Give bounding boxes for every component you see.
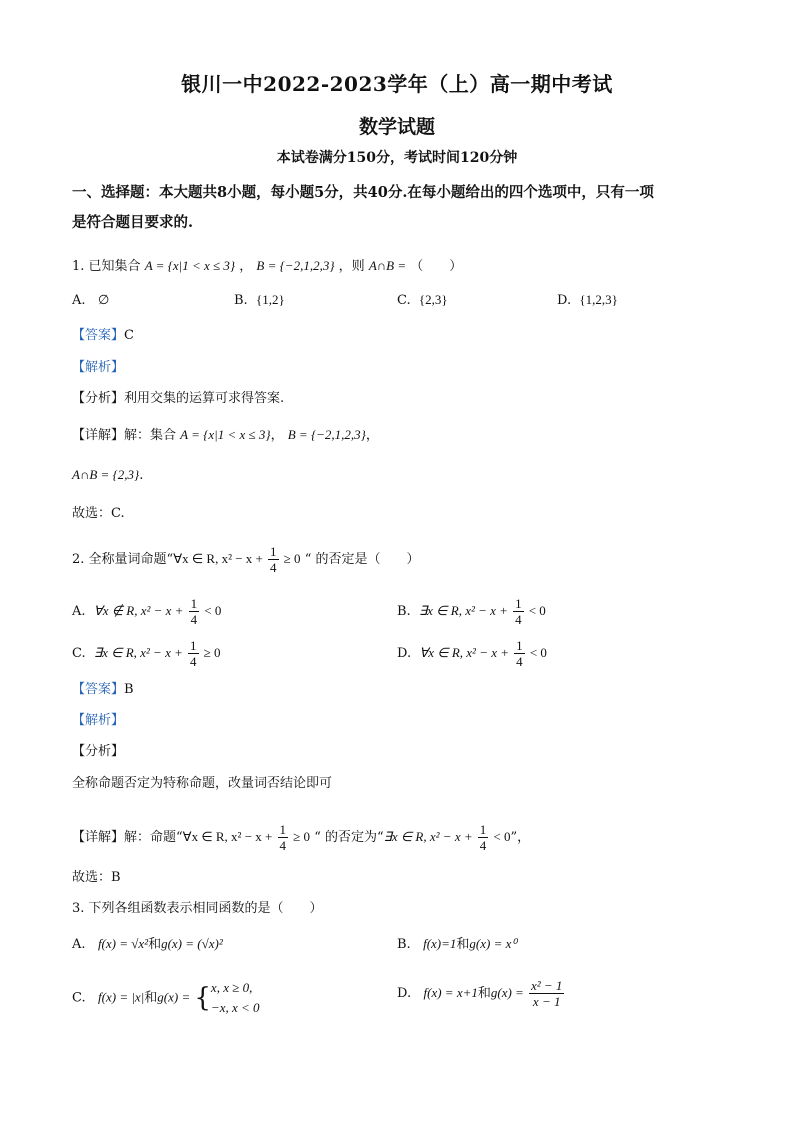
answer-tag: 【答案】 — [72, 328, 125, 343]
q1-set-b: B = {−2,1,2,3} — [256, 258, 335, 273]
option-and: 和 — [456, 937, 470, 952]
fraction-numerator: x² − 1 — [530, 978, 563, 993]
option-expr: ∀x ∈ R, x² − x + — [419, 645, 510, 660]
q1-fenxi — [72, 389, 284, 409]
fraction-numerator: 1 — [270, 544, 277, 559]
option-label: B. — [397, 604, 411, 619]
analysis-tag: 【解析】 — [72, 713, 125, 728]
piecewise-cases — [211, 978, 260, 1018]
exam-title: 银川一中2022-2023学年（上）高一期中考试 — [181, 72, 613, 96]
q1-stem — [72, 256, 462, 277]
option-label: D. — [557, 293, 572, 308]
q2-option-b — [397, 596, 546, 627]
option-expr: ∃x ∈ R, x² − x + — [418, 603, 508, 618]
q3-option-d — [397, 978, 565, 1009]
detail-rel2: < 0 — [493, 829, 511, 844]
q1-sep: ， — [239, 259, 253, 274]
detail-prefix: 解：集合 — [124, 428, 177, 443]
option-and: 和 — [144, 990, 158, 1006]
option-f: f(x) = |x| — [98, 989, 145, 1005]
q1-choose: 故选：C. — [72, 506, 125, 521]
option-d-fraction — [529, 978, 564, 1009]
option-f: f(x)=1 — [423, 936, 457, 951]
detail-fraction-1 — [278, 822, 289, 853]
answer-tag: 【答案】 — [72, 682, 125, 697]
option-g: g(x) = x⁰ — [469, 936, 517, 951]
option-fraction — [189, 596, 200, 627]
option-label: B. — [234, 293, 248, 308]
q1-detail — [72, 425, 379, 446]
q1-option-a — [72, 289, 109, 312]
q3-option-a — [72, 933, 223, 956]
q3-option-b — [397, 933, 517, 956]
option-fraction — [513, 596, 524, 627]
option-f: f(x) = √x² — [97, 936, 149, 951]
option-rel: < 0 — [529, 645, 547, 660]
fraction-denominator: 4 — [270, 560, 277, 575]
option-label: A. — [72, 293, 86, 308]
q2-fenxi-tag: 【分析】 — [72, 744, 125, 759]
q1-ask: A∩B = — [368, 258, 407, 273]
fraction-denominator: 4 — [479, 838, 487, 853]
fraction-denominator: 4 — [190, 612, 198, 627]
q1-stem-suffix: ，则 — [338, 259, 365, 274]
q2-stem-rel: ≥ 0 — [283, 551, 301, 566]
detail-sep: ， — [270, 428, 284, 443]
option-text: {2,3} — [418, 292, 448, 307]
q2-stem-fraction — [268, 544, 279, 575]
option-g: g(x) = (√x)² — [161, 936, 223, 951]
result-end: . — [139, 468, 144, 483]
q1-answer — [72, 326, 134, 346]
q2-option-d — [397, 638, 547, 669]
option-rel: < 0 — [204, 603, 222, 618]
detail-expr2: ∃x ∈ R, x² − x + — [383, 829, 473, 844]
subject-title: 数学试题 — [358, 116, 435, 138]
option-label: A. — [72, 604, 86, 619]
q2-option-a — [72, 596, 221, 627]
q2-stem-prefix: 2. 全称量词命题“ — [72, 552, 174, 567]
option-label: D. — [397, 646, 412, 661]
option-label: A. — [72, 937, 86, 952]
option-expr: ∀x ∉ R, x² − x + — [93, 603, 184, 618]
fraction-denominator: 4 — [515, 612, 522, 627]
detail-mid: “ 的否定为“ — [314, 830, 384, 845]
fraction-numerator: 1 — [190, 638, 197, 653]
option-text: {1,2} — [255, 292, 285, 307]
q2-stem — [72, 544, 419, 575]
option-label: C. — [72, 990, 86, 1006]
q2-choose: 故选：B — [72, 870, 121, 885]
option-text: ∅ — [97, 292, 110, 307]
cases-brace: { — [194, 983, 211, 1013]
option-and: 和 — [477, 986, 491, 1001]
option-label: D. — [397, 986, 412, 1001]
exam-note: 本试卷满分150分，考试时间120分钟 — [276, 150, 518, 166]
q2-answer — [72, 680, 134, 700]
fraction-numerator: 1 — [515, 596, 522, 611]
option-rel: < 0 — [528, 603, 546, 618]
answer-value: B — [124, 682, 134, 697]
detail-tag: 【详解】 — [72, 830, 125, 845]
option-rel: ≥ 0 — [203, 645, 221, 660]
section-heading-line2: 是符合题目要求的. — [72, 214, 194, 231]
option-label: C. — [397, 293, 411, 308]
q1-result — [72, 465, 143, 486]
q2-detail — [72, 822, 530, 853]
case-1: x, x ≥ 0, — [210, 980, 253, 995]
option-fraction — [514, 638, 525, 669]
detail-fraction-2 — [478, 822, 489, 853]
analysis-tag: 【解析】 — [72, 360, 125, 375]
option-expr: ∃x ∈ R, x² − x + — [93, 645, 183, 660]
detail-end: ”， — [510, 830, 531, 845]
detail-rel1: ≥ 0 — [293, 829, 311, 844]
detail-set-b: B = {−2,1,2,3} — [287, 427, 366, 442]
q1-option-b — [234, 289, 285, 312]
fraction-denominator: 4 — [279, 838, 287, 853]
case-2: −x, x < 0 — [210, 1000, 260, 1015]
q1-paren: （ ） — [410, 259, 463, 274]
option-f: f(x) = x+1 — [423, 985, 478, 1000]
fraction-numerator: 1 — [279, 822, 287, 837]
q2-stem-suffix: “ 的否定是（ ） — [304, 552, 420, 567]
detail-tag: 【详解】 — [72, 428, 125, 443]
q1-stem-prefix: 1. 已知集合 — [72, 259, 141, 274]
result-expr: A∩B = {2,3} — [72, 467, 140, 482]
q3-option-c — [72, 978, 260, 1018]
detail-prefix: 解：命题“ — [124, 830, 183, 845]
fraction-numerator: 1 — [190, 596, 198, 611]
fraction-numerator: 1 — [516, 638, 523, 653]
option-and: 和 — [148, 937, 162, 952]
section-heading-line1: 一、选择题：本大题共8小题，每小题5分，共40分.在每小题给出的四个选项中，只有一项 — [72, 184, 654, 201]
fraction-denominator: 4 — [190, 654, 197, 669]
q3-stem: 3. 下列各组函数表示相同函数的是（ ） — [72, 901, 323, 916]
option-fraction — [188, 638, 199, 669]
option-label: B. — [397, 937, 411, 952]
q1-analysis-tag — [72, 358, 124, 378]
q2-fenxi-text: 全称命题否定为特称命题，改量词否结论即可 — [72, 776, 333, 791]
q2-analysis-tag — [72, 711, 124, 731]
q1-set-a: A = {x|1 < x ≤ 3} — [144, 258, 236, 273]
fenxi-text: 利用交集的运算可求得答案. — [124, 391, 285, 406]
detail-end: ， — [365, 428, 379, 443]
q2-option-c — [72, 638, 221, 669]
fraction-denominator: x − 1 — [532, 994, 561, 1009]
detail-set-a: A = {x|1 < x ≤ 3} — [180, 427, 271, 442]
option-label: C. — [72, 646, 86, 661]
option-g: g(x) = — [157, 989, 191, 1005]
option-g: g(x) = — [490, 985, 524, 1000]
detail-expr1: ∀x ∈ R, x² − x + — [182, 829, 273, 844]
q2-stem-expr: ∀x ∈ R, x² − x + — [173, 551, 263, 566]
fenxi-tag: 【分析】 — [72, 391, 125, 406]
q1-option-c — [397, 289, 448, 312]
option-text: {1,2,3} — [579, 292, 618, 307]
q1-option-d — [557, 289, 618, 312]
fraction-denominator: 4 — [516, 654, 523, 669]
fraction-numerator: 1 — [479, 822, 487, 837]
answer-value: C — [124, 328, 134, 343]
